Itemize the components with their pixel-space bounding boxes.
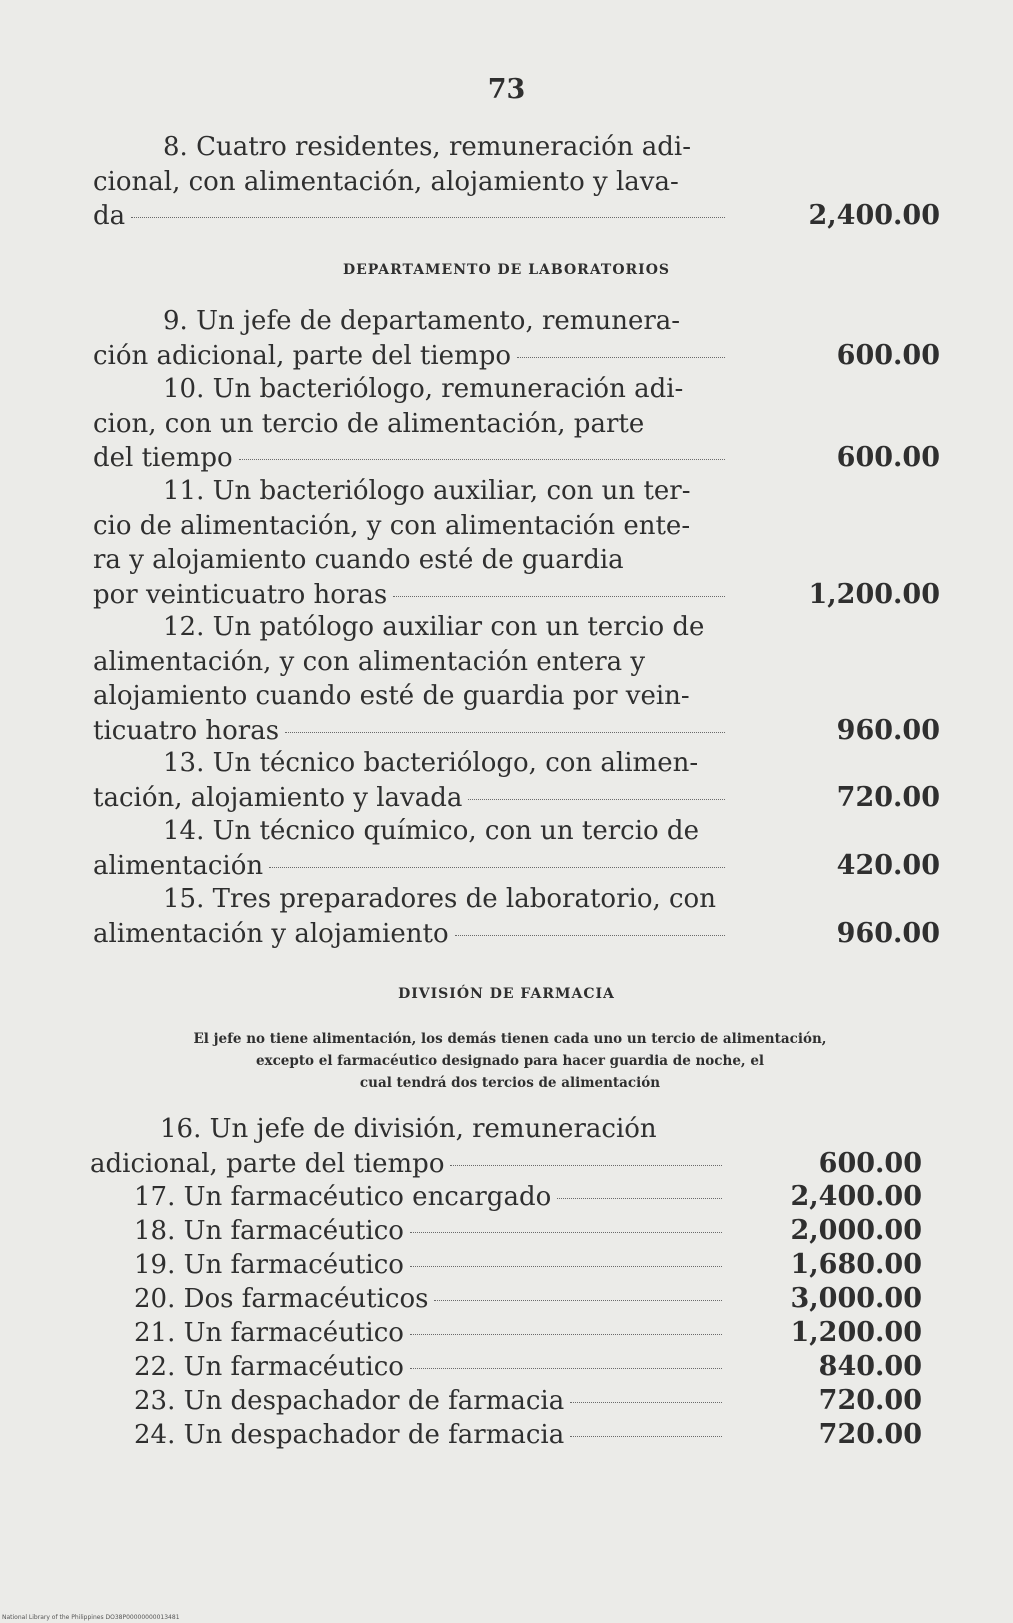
item-last-line: [90, 1316, 722, 1351]
item-amount: 1,200.00: [808, 578, 940, 610]
salary-item: [90, 1214, 722, 1249]
item-last-line-text: del tiempo: [93, 443, 233, 473]
item-last-line: [90, 1180, 722, 1215]
dot-leader: [285, 731, 725, 733]
dot-leader: [131, 216, 725, 218]
item-last-line: [93, 339, 725, 374]
item-text-line: ra y alojamiento cuando esté de guardia: [93, 545, 624, 575]
item-amount: 600.00: [836, 339, 940, 371]
item-text-line: 15. Tres preparadores de laboratorio, con: [163, 884, 716, 914]
item-last-line-text: alimentación: [93, 850, 264, 881]
item-last-line: [90, 1384, 722, 1419]
item-text-line: 14. Un técnico químico, con un tercio de: [163, 816, 699, 846]
farmacia-note: [80, 1028, 940, 1094]
item-last-line: [93, 849, 725, 884]
item-amount: 960.00: [836, 714, 940, 746]
item-text-line: 8. Cuatro residentes, remuneración adi-: [163, 132, 692, 162]
item-last-line-text: 17. Un farmacéutico encargado: [134, 1182, 552, 1212]
item-last-line-text: alimentación y alojamiento: [93, 918, 449, 949]
salary-item: [90, 1350, 722, 1385]
item-amount: 600.00: [818, 1147, 922, 1179]
farmacia-note-line: excepto el farmacéutico designado para hacer guardia de noche, el: [255, 1053, 765, 1069]
item-text-line: 11. Un bacteriólogo auxiliar, con un ter-: [163, 476, 691, 506]
item-amount: 420.00: [836, 849, 940, 881]
dot-leader: [570, 1435, 722, 1437]
dot-leader: [410, 1265, 722, 1267]
salary-item: [90, 1180, 722, 1215]
item-text-line: cion, con un tercio de alimentación, parte: [93, 408, 645, 439]
item-last-line-text: 20. Dos farmacéuticos: [134, 1284, 429, 1314]
dot-leader: [269, 866, 725, 868]
item-text-line: cional, con alimentación, alojamiento y lava-: [93, 166, 679, 197]
salary-item: [93, 882, 725, 951]
item-last-line-text: ción adicional, parte del tiempo: [93, 340, 512, 371]
item-amount: 600.00: [836, 442, 940, 473]
salary-item: [93, 130, 725, 234]
item-last-line-text: 24. Un despachador de farmacia: [134, 1420, 565, 1450]
dot-leader: [570, 1401, 722, 1403]
item-text-line: 13. Un técnico bacteriólogo, con alimen-: [163, 748, 699, 778]
item-amount: 960.00: [836, 917, 940, 949]
dot-leader: [434, 1299, 722, 1301]
item-last-line-text: 22. Un farmacéutico: [134, 1352, 404, 1382]
item-text-line: cio de alimentación, y con alimentación ente-: [93, 510, 691, 541]
item-text-line: alojamiento cuando esté de guardia por vein-: [93, 681, 690, 711]
salary-item: [93, 814, 725, 883]
item-last-line: [90, 1282, 722, 1317]
item-last-line: [93, 714, 725, 749]
item-last-line: [93, 578, 725, 613]
item-last-line: [90, 1214, 722, 1249]
item-last-line-text: adicional, parte del tiempo: [90, 1148, 445, 1179]
item-amount: 3,000.00: [790, 1283, 922, 1314]
item-text-line: alimentación, y con alimentación entera y: [93, 646, 646, 677]
item-last-line-text: 19. Un farmacéutico: [134, 1250, 404, 1280]
item-last-line-text: da: [93, 201, 126, 231]
item-last-line: [93, 199, 725, 234]
salary-item: [90, 1384, 722, 1419]
dot-leader: [410, 1333, 722, 1335]
page-number: 73: [487, 74, 526, 105]
item-amount: 720.00: [818, 1419, 922, 1450]
salary-item: [90, 1112, 722, 1181]
item-text-line: 16. Un jefe de división, remuneración: [160, 1114, 657, 1144]
item-last-line: [93, 781, 725, 816]
salary-item: [90, 1248, 722, 1283]
item-amount: 720.00: [836, 781, 940, 813]
item-amount: 1,200.00: [790, 1317, 922, 1348]
section-heading-laboratorios: DEPARTAMENTO DE LABORATORIOS: [342, 262, 671, 278]
dot-leader: [517, 356, 725, 358]
item-text-line: 9. Un jefe de departamento, remunera-: [163, 306, 681, 336]
item-last-line: [90, 1418, 722, 1453]
farmacia-note-line: cual tendrá dos tercios de alimentación: [359, 1075, 661, 1091]
dot-leader: [557, 1197, 722, 1199]
item-amount: 720.00: [818, 1385, 922, 1416]
item-last-line-text: 21. Un farmacéutico: [134, 1318, 404, 1348]
farmacia-note-line: El jefe no tiene alimentación, los demás tienen cada uno un tercio de alimentación,: [193, 1031, 827, 1047]
item-last-line-text: por veinticuatro horas: [93, 579, 388, 610]
salary-item: [93, 474, 725, 612]
salary-item: [93, 610, 725, 748]
dot-leader: [450, 1164, 722, 1166]
item-last-line: [93, 441, 725, 476]
item-text-line: 10. Un bacteriólogo, remuneración adi-: [163, 374, 684, 404]
item-last-line: [93, 917, 725, 952]
salary-item: [93, 304, 725, 373]
item-last-line: [90, 1147, 722, 1182]
dot-leader: [468, 798, 725, 800]
item-last-line: [90, 1248, 722, 1283]
item-text-line: 12. Un patólogo auxiliar con un tercio de: [163, 612, 705, 642]
salary-item: [90, 1282, 722, 1317]
item-last-line-text: 18. Un farmacéutico: [134, 1216, 404, 1246]
salary-item: [93, 372, 725, 476]
item-amount: 1,680.00: [790, 1249, 922, 1280]
item-last-line-text: 23. Un despachador de farmacia: [134, 1386, 565, 1416]
item-last-line-text: tación, alojamiento y lavada: [93, 782, 463, 813]
dot-leader: [455, 934, 725, 936]
item-amount: 840.00: [818, 1351, 922, 1382]
salary-item: [93, 746, 725, 815]
item-amount: 2,400.00: [790, 1181, 922, 1212]
salary-item: [90, 1418, 722, 1453]
dot-leader: [410, 1367, 722, 1369]
item-amount: 2,000.00: [790, 1215, 922, 1246]
dot-leader: [393, 595, 725, 597]
item-amount: 2,400.00: [808, 200, 940, 231]
item-last-line: [90, 1350, 722, 1385]
salary-item: [90, 1316, 722, 1351]
dot-leader: [410, 1231, 722, 1233]
dot-leader: [239, 458, 725, 460]
item-last-line-text: ticuatro horas: [93, 715, 280, 746]
footer-credit: National Library of the Philippines DO38P00000000013481: [2, 1614, 180, 1621]
section-heading-farmacia: DIVISIÓN DE FARMACIA: [398, 986, 615, 1002]
